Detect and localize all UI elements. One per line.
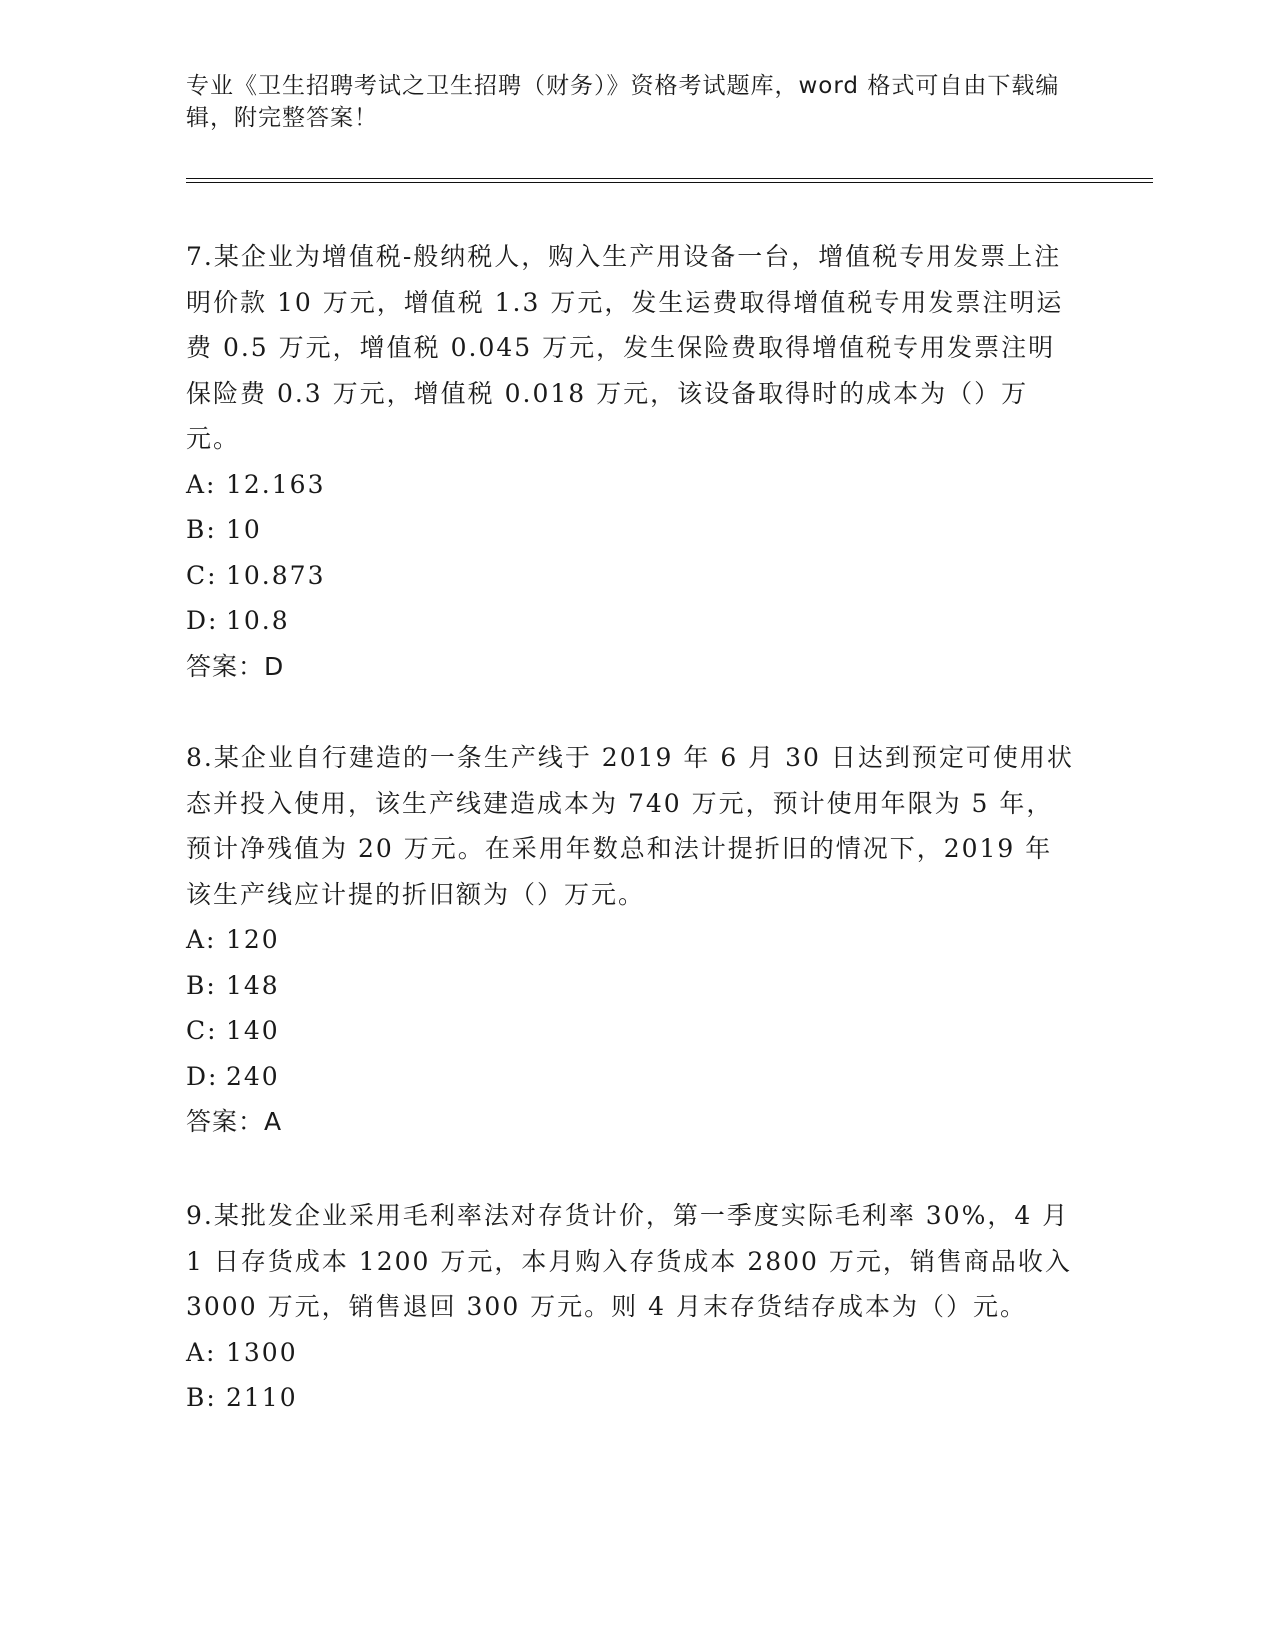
option-a: [186, 917, 1076, 963]
header-divider-top: [186, 178, 1153, 179]
option-key: B:: [186, 1383, 217, 1412]
option-value: 240: [226, 1061, 280, 1091]
option-key: A:: [186, 469, 217, 499]
option-d: [186, 598, 1076, 644]
option-value: 10.8: [226, 606, 290, 635]
option-c: [186, 553, 1076, 599]
option-key: B:: [186, 515, 217, 544]
option-key: D:: [186, 606, 219, 635]
option-value: 1300: [226, 1337, 298, 1367]
option-value: 140: [226, 1016, 280, 1045]
header-divider-bottom: [186, 182, 1153, 183]
option-key: C:: [186, 1016, 218, 1045]
answer-label: 答案：A: [186, 1107, 283, 1136]
answer-label: 答案：D: [186, 651, 285, 681]
option-value: 2110: [226, 1383, 298, 1412]
option-b: [186, 507, 1076, 553]
question-7: [186, 234, 1076, 689]
option-b: [186, 1375, 1076, 1421]
option-value: 12.163: [226, 469, 326, 499]
option-b: [186, 963, 1076, 1009]
option-key: D:: [186, 1061, 219, 1091]
option-a: [186, 1330, 1076, 1376]
question-stem: 8.某企业自行建造的一条生产线于 2019 年 6 月 30 日达到预定可使用状态并投入使用，该生产线建造成本为 740 万元，预计使用年限为 5 年，预计净残值为 20 万元。在采用年数总和法计提折旧的情况下，2019 年该生产线应计提的折旧额为（）万元。: [186, 743, 1074, 909]
option-key: C:: [186, 560, 218, 590]
option-d: [186, 1054, 1076, 1100]
question-8: [186, 735, 1076, 1145]
option-value: 10: [226, 515, 262, 544]
option-key: B:: [186, 970, 217, 1000]
option-a: [186, 462, 1076, 508]
question-9: [186, 1193, 1076, 1421]
option-value: 148: [226, 970, 280, 1000]
option-value: 120: [226, 925, 280, 954]
question-stem: 7.某企业为增值税-般纳税人，购入生产用设备一台，增值税专用发票上注明价款 10 万元，增值税 1.3 万元，发生运费取得增值税专用发票注明运费 0.5 万元，增值税 0.045 万元，发生保险费取得增值税专用发票注明保险费 0.3 万元，增值税 0.018 万元，该设备取得时的成本为（）万元。: [186, 242, 1064, 453]
option-c: [186, 1008, 1076, 1054]
question-stem: 9.某批发企业采用毛利率法对存货计价，第一季度实际毛利率 30%，4 月 1 日存货成本 1200 万元，本月购入存货成本 2800 万元，销售商品收入 3000 万元，销售退回 300 万元。则 4 月末存货结存成本为（）元。: [186, 1201, 1072, 1321]
option-key: A:: [186, 925, 217, 954]
document-header: 专业《卫生招聘考试之卫生招聘（财务）》资格考试题库，word 格式可自由下载编辑，附完整答案！: [186, 73, 1060, 131]
option-value: 10.873: [226, 560, 326, 590]
option-key: A:: [186, 1337, 217, 1367]
